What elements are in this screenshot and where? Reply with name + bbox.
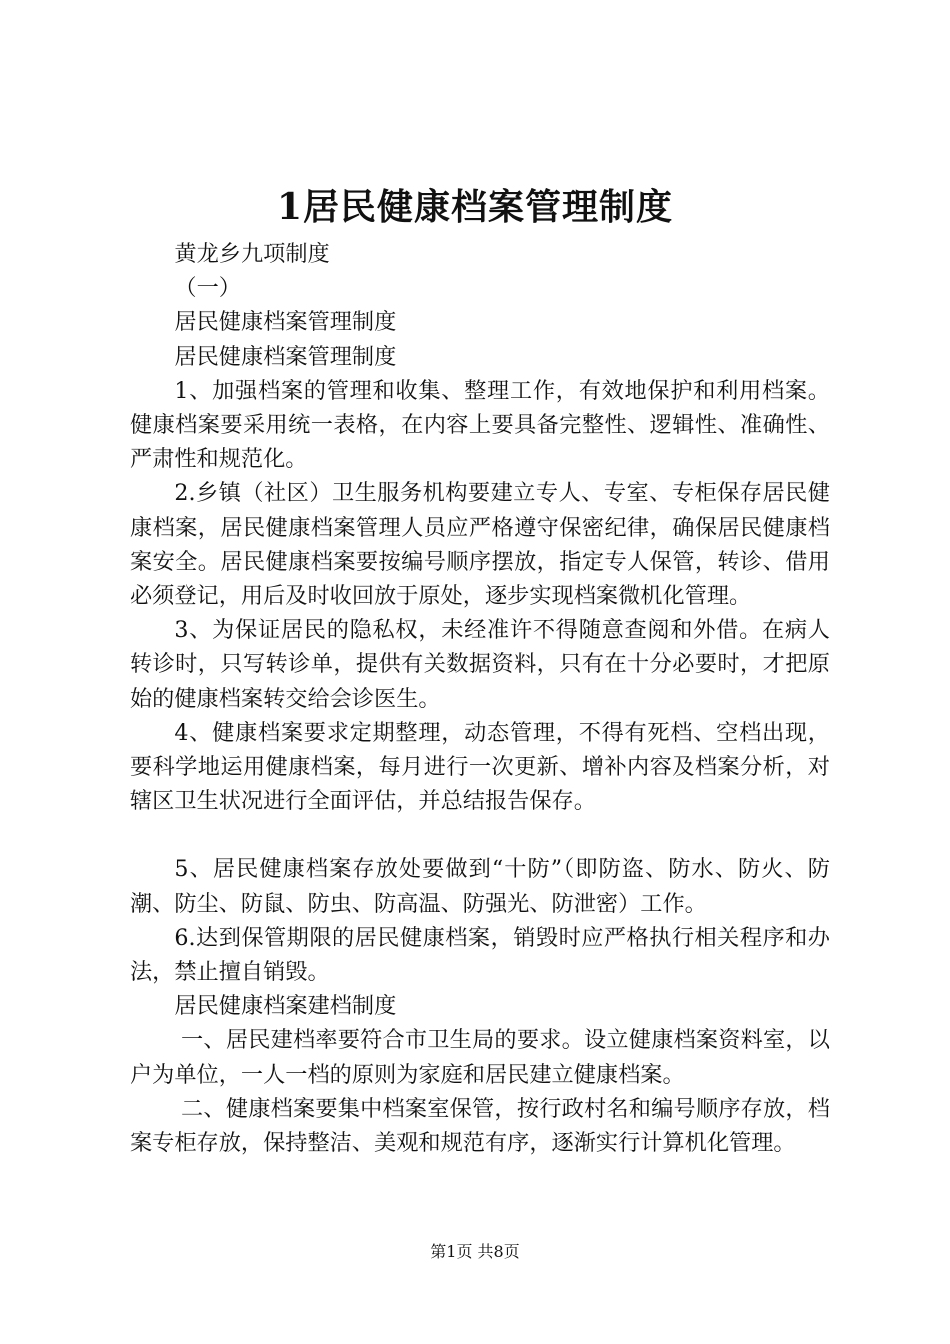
paragraph-item-1: 1、加强档案的管理和收集、整理工作，有效地保护和利用档案。健康档案要采用统一表格，在内容上要具备完整性、逻辑性、准确性、严肃性和规范化。 bbox=[130, 377, 830, 473]
document-body bbox=[130, 237, 830, 1160]
paragraph-rule-1: 一、居民建档率要符合市卫生局的要求。设立健康档案资料室，以户为单位，一人一档的原则为家庭和居民建立健康档案。 bbox=[130, 1027, 830, 1088]
paragraph-section-number: （一） bbox=[174, 275, 241, 302]
paragraph-item-3: 3、为保证居民的隐私权，未经准许不得随意查阅和外借。在病人转诊时，只写转诊单，提供有关数据资料，只有在十分必要时，才把原始的健康档案转交给会诊医生。 bbox=[130, 617, 830, 712]
document-title: 1居民健康档案管理制度 bbox=[276, 186, 674, 228]
paragraph-heading: 居民健康档案管理制度 bbox=[174, 309, 397, 336]
paragraph-heading: 居民健康档案管理制度 bbox=[174, 343, 397, 370]
paragraph-subtitle: 黄龙乡九项制度 bbox=[174, 241, 330, 267]
paragraph-item-2: 2.乡镇（社区）卫生服务机构要建立专人、专室、专柜保存居民健康档案，居民健康档案管理人员应严格遵守保密纪律，确保居民健康档案安全。居民健康档案要按编号顺序摆放，指定专人保管，转诊、借用必须登记，用后及时收回放于原处，逐步实现档案微机化管理。 bbox=[130, 480, 830, 610]
paragraph-heading-2: 居民健康档案建档制度 bbox=[174, 993, 397, 1020]
paragraph-spacer bbox=[130, 818, 830, 852]
paragraph-item-6: 6.达到保管期限的居民健康档案，销毁时应严格执行相关程序和办法，禁止擅自销毁。 bbox=[130, 924, 830, 986]
paragraph-item-4: 4、健康档案要求定期整理，动态管理，不得有死档、空档出现，要科学地运用健康档案，每月进行一次更新、增补内容及档案分析，对辖区卫生状况进行全面评估，并总结报告保存。 bbox=[130, 719, 830, 815]
page-footer: 第1页 共8页 bbox=[430, 1242, 520, 1261]
paragraph-rule-2: 二、健康档案要集中档案室保管，按行政村名和编号顺序存放，档案专柜存放，保持整洁、美观和规范有序，逐渐实行计算机化管理。 bbox=[130, 1095, 830, 1157]
paragraph-item-5: 5、居民健康档案存放处要做到“十防”（即防盗、防水、防火、防潮、防尘、防鼠、防虫、防高温、防强光、防泄密）工作。 bbox=[130, 856, 830, 917]
